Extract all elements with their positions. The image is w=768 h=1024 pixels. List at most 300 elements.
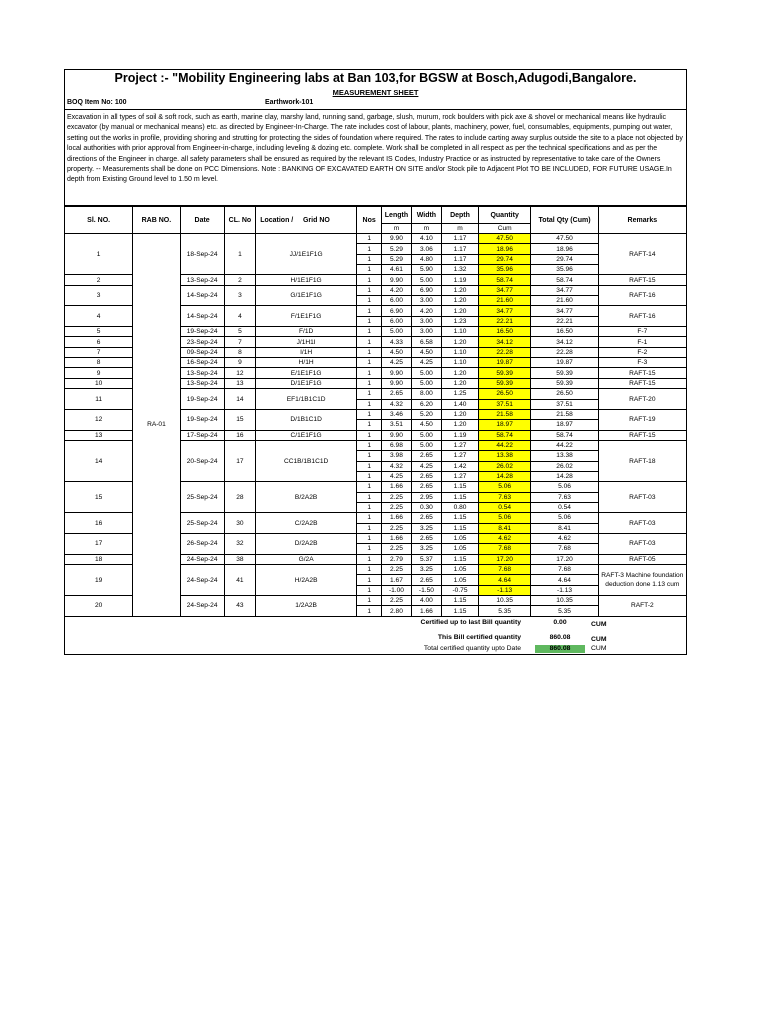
nos-cell: 1 xyxy=(357,513,382,523)
location-cell: C/1E1F1G xyxy=(256,430,357,440)
location-cell: H/2A2B xyxy=(256,565,357,596)
nos-cell: 1 xyxy=(357,306,382,316)
depth-cell: 1.20 xyxy=(442,337,479,347)
cl-no-cell: 38 xyxy=(224,554,256,564)
total-qty-cell: 34.12 xyxy=(531,337,598,347)
date-cell: 09-Sep-24 xyxy=(180,347,224,357)
depth-cell: 1.27 xyxy=(442,451,479,461)
sl-no-cell: 13 xyxy=(65,430,133,440)
boq-row xyxy=(65,98,686,110)
location-cell: D/2A2B xyxy=(256,533,357,554)
date-cell: 13-Sep-24 xyxy=(180,275,224,285)
quantity-cell: 18.96 xyxy=(478,244,531,254)
date-cell: 13-Sep-24 xyxy=(180,368,224,378)
quantity-cell: 44.22 xyxy=(478,440,531,450)
depth-cell: 1.15 xyxy=(442,606,479,616)
remarks-cell: RAFT-03 xyxy=(598,482,686,513)
length-cell: 4.32 xyxy=(382,461,411,471)
date-cell: 23-Sep-24 xyxy=(180,337,224,347)
total-qty-cell: 5.06 xyxy=(531,513,598,523)
date-cell: 16-Sep-24 xyxy=(180,358,224,368)
remarks-cell: F-1 xyxy=(598,337,686,347)
nos-cell: 1 xyxy=(357,471,382,481)
depth-cell: 1.15 xyxy=(442,492,479,502)
length-cell: 9.90 xyxy=(382,430,411,440)
nos-cell: 1 xyxy=(357,461,382,471)
nos-cell: 1 xyxy=(357,265,382,275)
col-cl-header: CL. No xyxy=(224,207,256,234)
width-cell: 5.00 xyxy=(411,378,441,388)
nos-cell: 1 xyxy=(357,420,382,430)
date-cell: 17-Sep-24 xyxy=(180,430,224,440)
depth-cell: 1.17 xyxy=(442,254,479,264)
nos-cell: 1 xyxy=(357,327,382,337)
nos-cell: 1 xyxy=(357,440,382,450)
sl-no-cell: 15 xyxy=(65,482,133,513)
sl-no-cell: 20 xyxy=(65,596,133,617)
length-cell: 1.67 xyxy=(382,575,411,585)
depth-cell: 1.17 xyxy=(442,234,479,244)
total-qty-cell: 29.74 xyxy=(531,254,598,264)
sl-no-cell: 17 xyxy=(65,533,133,554)
nos-cell: 1 xyxy=(357,285,382,295)
cl-no-cell: 4 xyxy=(224,306,256,327)
cl-no-cell: 43 xyxy=(224,596,256,617)
length-cell: 5.29 xyxy=(382,244,411,254)
depth-cell: 1.20 xyxy=(442,285,479,295)
certified-last-label: Certified up to last Bill quantity xyxy=(420,618,521,626)
remarks-cell: F-3 xyxy=(598,358,686,368)
sl-no-cell: 4 xyxy=(65,306,133,327)
nos-cell: 1 xyxy=(357,409,382,419)
length-cell: 3.51 xyxy=(382,420,411,430)
depth-cell: 1.27 xyxy=(442,471,479,481)
total-qty-cell: 59.39 xyxy=(531,378,598,388)
length-cell: 1.66 xyxy=(382,513,411,523)
col-total-header: Total Qty (Cum) xyxy=(531,207,598,234)
remarks-cell: RAFT-15 xyxy=(598,275,686,285)
total-certified-label: Total certified quantity upto Date xyxy=(423,644,521,652)
width-cell: 5.00 xyxy=(411,430,441,440)
length-cell: 1.66 xyxy=(382,533,411,543)
depth-cell: 1.15 xyxy=(442,482,479,492)
nos-cell: 1 xyxy=(357,430,382,440)
this-bill-value: 860.08 xyxy=(549,633,571,641)
total-qty-cell: 58.74 xyxy=(531,275,598,285)
nos-cell: 1 xyxy=(357,399,382,409)
col-rab-header: RAB NO. xyxy=(133,207,180,234)
depth-cell: 1.23 xyxy=(442,316,479,326)
depth-cell: 1.20 xyxy=(442,378,479,388)
certified-last-value: 0.00 xyxy=(553,618,567,626)
sl-no-cell: 6 xyxy=(65,337,133,347)
boq-item-label: BOQ Item No: 100 xyxy=(67,99,127,106)
width-cell: 8.00 xyxy=(411,389,441,399)
quantity-cell: 21.60 xyxy=(478,296,531,306)
length-cell: 2.25 xyxy=(382,492,411,502)
total-qty-cell: 26.02 xyxy=(531,461,598,471)
nos-cell: 1 xyxy=(357,451,382,461)
cl-no-cell: 5 xyxy=(224,327,256,337)
length-cell: -1.00 xyxy=(382,585,411,595)
location-cell: JJ/1E1F1G xyxy=(256,234,357,275)
cl-no-cell: 8 xyxy=(224,347,256,357)
sl-no-cell: 7 xyxy=(65,347,133,357)
date-cell: 14-Sep-24 xyxy=(180,306,224,327)
length-cell: 4.50 xyxy=(382,347,411,357)
width-cell: 0.30 xyxy=(411,502,441,512)
sl-no-cell: 2 xyxy=(65,275,133,285)
col-length-header: Length xyxy=(382,207,411,224)
depth-cell: 1.10 xyxy=(442,358,479,368)
width-cell: 2.65 xyxy=(411,575,441,585)
nos-cell: 1 xyxy=(357,544,382,554)
remarks-cell: RAFT-14 xyxy=(598,234,686,275)
width-cell: 6.58 xyxy=(411,337,441,347)
nos-cell: 1 xyxy=(357,234,382,244)
nos-cell: 1 xyxy=(357,596,382,606)
width-cell: 5.00 xyxy=(411,368,441,378)
sl-no-cell: 10 xyxy=(65,378,133,388)
nos-cell: 1 xyxy=(357,523,382,533)
remarks-cell: F-2 xyxy=(598,347,686,357)
cl-no-cell: 28 xyxy=(224,482,256,513)
length-cell: 2.79 xyxy=(382,554,411,564)
date-cell: 19-Sep-24 xyxy=(180,409,224,430)
width-cell: 3.06 xyxy=(411,244,441,254)
length-cell: 9.90 xyxy=(382,275,411,285)
total-qty-cell: 14.28 xyxy=(531,471,598,481)
date-cell: 19-Sep-24 xyxy=(180,327,224,337)
nos-cell: 1 xyxy=(357,378,382,388)
width-cell: 3.25 xyxy=(411,565,441,575)
total-qty-cell: 7.68 xyxy=(531,565,598,575)
length-cell: 2.25 xyxy=(382,565,411,575)
width-cell: 4.25 xyxy=(411,461,441,471)
width-cell: 5.37 xyxy=(411,554,441,564)
date-cell: 24-Sep-24 xyxy=(180,565,224,596)
table-row xyxy=(65,234,687,244)
cl-no-cell: 7 xyxy=(224,337,256,347)
work-label: Earthwork-101 xyxy=(265,99,314,106)
remarks-cell: RAFT-3 Machine foundation deduction done 1.13 cum xyxy=(598,565,686,596)
length-cell: 4.25 xyxy=(382,471,411,481)
unit-width: m xyxy=(411,224,441,234)
cl-no-cell: 16 xyxy=(224,430,256,440)
width-cell: 1.66 xyxy=(411,606,441,616)
remarks-cell: RAFT-20 xyxy=(598,389,686,410)
location-cell: I/1H xyxy=(256,347,357,357)
quantity-cell: 58.74 xyxy=(478,430,531,440)
total-qty-cell: 4.64 xyxy=(531,575,598,585)
total-qty-cell: 0.54 xyxy=(531,502,598,512)
depth-cell: 1.20 xyxy=(442,420,479,430)
sl-no-cell: 19 xyxy=(65,565,133,596)
width-cell: 4.50 xyxy=(411,420,441,430)
width-cell: 3.00 xyxy=(411,296,441,306)
location-cell: D/1E1F1G xyxy=(256,378,357,388)
measurement-table xyxy=(64,206,687,617)
footer-last-bill xyxy=(64,617,687,630)
sl-no-cell: 14 xyxy=(65,440,133,481)
quantity-cell: 26.02 xyxy=(478,461,531,471)
length-cell: 2.25 xyxy=(382,502,411,512)
depth-cell: 1.05 xyxy=(442,575,479,585)
total-qty-cell: 7.68 xyxy=(531,544,598,554)
location-cell: C/2A2B xyxy=(256,513,357,534)
total-qty-cell: 21.60 xyxy=(531,296,598,306)
quantity-cell: 59.39 xyxy=(478,378,531,388)
depth-cell: 1.15 xyxy=(442,554,479,564)
length-cell: 6.98 xyxy=(382,440,411,450)
remarks-cell: RAFT-15 xyxy=(598,430,686,440)
quantity-cell: 47.50 xyxy=(478,234,531,244)
nos-cell: 1 xyxy=(357,482,382,492)
width-cell: 5.90 xyxy=(411,265,441,275)
length-cell: 1.66 xyxy=(382,482,411,492)
quantity-cell: 35.96 xyxy=(478,265,531,275)
cl-no-cell: 32 xyxy=(224,533,256,554)
quantity-cell: -1.13 xyxy=(478,585,531,595)
total-qty-cell: 16.50 xyxy=(531,327,598,337)
quantity-cell: 5.06 xyxy=(478,482,531,492)
date-cell: 18-Sep-24 xyxy=(180,234,224,275)
length-cell: 2.25 xyxy=(382,523,411,533)
quantity-cell: 13.38 xyxy=(478,451,531,461)
footer-this-bill xyxy=(64,630,687,644)
cl-no-cell: 2 xyxy=(224,275,256,285)
quantity-cell: 26.50 xyxy=(478,389,531,399)
this-bill-unit: CUM xyxy=(591,635,607,643)
date-cell: 13-Sep-24 xyxy=(180,378,224,388)
total-qty-cell: 26.50 xyxy=(531,389,598,399)
total-qty-cell: 35.96 xyxy=(531,265,598,275)
nos-cell: 1 xyxy=(357,358,382,368)
work-description: Excavation in all types of soil & soft rock, such as earth, marine clay, marshy land, running sand, garbage, slush, murum, rock boulders with pick axe & shovel or mechanical means like hydraulic excavator (by manual or mechanical means) etc. as directed by Engineer-In-Charge. The rate includes cost of labour, plants, machinery, power, fuel, consumables, equipments, pumping out water, setting out the works in profile, providing shoring and strutting for protecting the sides of foundation where required. The rates to include carting away surplus outside the site to a place not objected by local authorities with prior approval from Engineer-in-charge, including leveling & dozing etc. complete. Work shall be completed in all respect as per the technical specifications and as per the directions of the Engineer in charge. all safety parameters shall be ensured as required by the relevant IS Codes, Industry Practice or as instructed by representative to take care of the Owners property. -- Measurements shall be done on PCC Dimensions. Note : BANKING OF EXCAVATED EARTH ON SITE and/or Stock pile to Adjacent Plot TO BE INCLUDED, FOR FUTURE USAGE.In depth from Existing Ground level to 1.50 m level. xyxy=(65,110,686,206)
quantity-cell: 5.06 xyxy=(478,513,531,523)
quantity-cell: 37.51 xyxy=(478,399,531,409)
location-cell: CC1B/1B1C1D xyxy=(256,440,357,481)
length-cell: 4.20 xyxy=(382,285,411,295)
quantity-cell: 16.50 xyxy=(478,327,531,337)
date-cell: 25-Sep-24 xyxy=(180,482,224,513)
col-location-header xyxy=(256,207,357,234)
width-cell: 5.00 xyxy=(411,440,441,450)
depth-cell: 0.80 xyxy=(442,502,479,512)
depth-cell: 1.27 xyxy=(442,440,479,450)
col-nos-header: Nos xyxy=(357,207,382,234)
length-cell: 3.46 xyxy=(382,409,411,419)
total-qty-cell: -1.13 xyxy=(531,585,598,595)
total-qty-cell: 7.63 xyxy=(531,492,598,502)
total-qty-cell: 59.39 xyxy=(531,368,598,378)
quantity-cell: 4.64 xyxy=(478,575,531,585)
length-cell: 4.33 xyxy=(382,337,411,347)
sl-no-cell: 3 xyxy=(65,285,133,306)
quantity-cell: 22.21 xyxy=(478,316,531,326)
quantity-cell: 34.77 xyxy=(478,285,531,295)
quantity-cell: 7.68 xyxy=(478,544,531,554)
quantity-cell: 0.54 xyxy=(478,502,531,512)
certified-last-unit: CUM xyxy=(591,620,607,628)
depth-cell: 1.32 xyxy=(442,265,479,275)
col-quantity-header: Quantity xyxy=(478,207,531,224)
width-cell: 6.20 xyxy=(411,399,441,409)
width-cell: 3.00 xyxy=(411,316,441,326)
nos-cell: 1 xyxy=(357,606,382,616)
length-cell: 9.90 xyxy=(382,234,411,244)
sheet-title: MEASUREMENT SHEET xyxy=(332,88,419,97)
nos-cell: 1 xyxy=(357,389,382,399)
unit-depth: m xyxy=(442,224,479,234)
quantity-cell: 18.97 xyxy=(478,420,531,430)
width-cell: 5.20 xyxy=(411,409,441,419)
remarks-cell: RAFT-15 xyxy=(598,368,686,378)
grid-header-label: Grid NO xyxy=(302,216,330,224)
total-certified-unit: CUM xyxy=(591,644,607,652)
sl-no-cell: 18 xyxy=(65,554,133,564)
col-date-header: Date xyxy=(180,207,224,234)
length-cell: 4.32 xyxy=(382,399,411,409)
location-header-label: Location / xyxy=(260,216,294,224)
quantity-cell: 58.74 xyxy=(478,275,531,285)
location-cell: EF1/1B1C1D xyxy=(256,389,357,410)
quantity-cell: 14.28 xyxy=(478,471,531,481)
sl-no-cell: 5 xyxy=(65,327,133,337)
nos-cell: 1 xyxy=(357,554,382,564)
quantity-cell: 8.41 xyxy=(478,523,531,533)
remarks-cell: RAFT-05 xyxy=(598,554,686,564)
table-body xyxy=(65,234,687,617)
width-cell: 2.65 xyxy=(411,482,441,492)
width-cell: 3.25 xyxy=(411,523,441,533)
nos-cell: 1 xyxy=(357,244,382,254)
location-cell: H/1E1F1G xyxy=(256,275,357,285)
depth-cell: 1.42 xyxy=(442,461,479,471)
width-cell: 2.65 xyxy=(411,513,441,523)
total-qty-cell: 21.58 xyxy=(531,409,598,419)
depth-cell: 1.05 xyxy=(442,533,479,543)
nos-cell: 1 xyxy=(357,275,382,285)
sl-no-cell: 16 xyxy=(65,513,133,534)
quantity-cell: 34.77 xyxy=(478,306,531,316)
depth-cell: 1.20 xyxy=(442,368,479,378)
length-cell: 4.61 xyxy=(382,265,411,275)
nos-cell: 1 xyxy=(357,585,382,595)
unit-length: m xyxy=(382,224,411,234)
remarks-cell: RAFT-19 xyxy=(598,409,686,430)
cl-no-cell: 13 xyxy=(224,378,256,388)
total-qty-cell: 47.50 xyxy=(531,234,598,244)
total-qty-cell: 22.21 xyxy=(531,316,598,326)
width-cell: 6.90 xyxy=(411,285,441,295)
depth-cell: 1.25 xyxy=(442,389,479,399)
depth-cell: 1.15 xyxy=(442,596,479,606)
cl-no-cell: 12 xyxy=(224,368,256,378)
sl-no-cell: 8 xyxy=(65,358,133,368)
location-cell: J/1H1I xyxy=(256,337,357,347)
nos-cell: 1 xyxy=(357,368,382,378)
length-cell: 5.00 xyxy=(382,327,411,337)
sl-no-cell: 12 xyxy=(65,409,133,430)
length-cell: 3.98 xyxy=(382,451,411,461)
cl-no-cell: 15 xyxy=(224,409,256,430)
quantity-cell: 5.35 xyxy=(478,606,531,616)
quantity-cell: 19.87 xyxy=(478,358,531,368)
quantity-cell: 10.35 xyxy=(478,596,531,606)
remarks-cell: RAFT-2 xyxy=(598,596,686,617)
width-cell: 4.50 xyxy=(411,347,441,357)
depth-cell: 1.20 xyxy=(442,306,479,316)
total-qty-cell: 19.87 xyxy=(531,358,598,368)
depth-cell: 1.40 xyxy=(442,399,479,409)
table-header-row xyxy=(65,207,687,224)
width-cell: 2.65 xyxy=(411,471,441,481)
width-cell: 2.65 xyxy=(411,451,441,461)
project-title: Project :- "Mobility Engineering labs at Ban 103,for BGSW at Bosch,Adugodi,Bangalore. xyxy=(114,71,637,85)
remarks-cell: RAFT-18 xyxy=(598,440,686,481)
location-cell: F/1D xyxy=(256,327,357,337)
location-cell: F/1E1F1G xyxy=(256,306,357,327)
unit-quantity: Cum xyxy=(478,224,531,234)
width-cell: 4.80 xyxy=(411,254,441,264)
measurement-sheet xyxy=(64,69,687,655)
location-cell: B/2A2B xyxy=(256,482,357,513)
depth-cell: 1.15 xyxy=(442,523,479,533)
remarks-cell: RAFT-03 xyxy=(598,533,686,554)
quantity-cell: 4.62 xyxy=(478,533,531,543)
nos-cell: 1 xyxy=(357,492,382,502)
quantity-cell: 22.28 xyxy=(478,347,531,357)
nos-cell: 1 xyxy=(357,254,382,264)
cl-no-cell: 17 xyxy=(224,440,256,481)
total-qty-cell: 17.20 xyxy=(531,554,598,564)
depth-cell: -0.75 xyxy=(442,585,479,595)
nos-cell: 1 xyxy=(357,575,382,585)
location-cell: D/1B1C1D xyxy=(256,409,357,430)
cl-no-cell: 30 xyxy=(224,513,256,534)
total-qty-cell: 8.41 xyxy=(531,523,598,533)
total-qty-cell: 22.28 xyxy=(531,347,598,357)
remarks-cell: RAFT-03 xyxy=(598,513,686,534)
total-certified-value: 860.08 xyxy=(535,645,585,653)
total-qty-cell: 34.77 xyxy=(531,306,598,316)
length-cell: 5.29 xyxy=(382,254,411,264)
length-cell: 2.25 xyxy=(382,544,411,554)
depth-cell: 1.20 xyxy=(442,409,479,419)
total-qty-cell: 10.35 xyxy=(531,596,598,606)
remarks-cell: F-7 xyxy=(598,327,686,337)
total-qty-cell: 5.06 xyxy=(531,482,598,492)
remarks-cell: RAFT-15 xyxy=(598,378,686,388)
width-cell: 4.00 xyxy=(411,596,441,606)
depth-cell: 1.17 xyxy=(442,244,479,254)
depth-cell: 1.05 xyxy=(442,565,479,575)
width-cell: -1.50 xyxy=(411,585,441,595)
width-cell: 3.25 xyxy=(411,544,441,554)
length-cell: 2.25 xyxy=(382,596,411,606)
nos-cell: 1 xyxy=(357,502,382,512)
cl-no-cell: 41 xyxy=(224,565,256,596)
total-qty-cell: 44.22 xyxy=(531,440,598,450)
date-cell: 14-Sep-24 xyxy=(180,285,224,306)
total-qty-cell: 18.96 xyxy=(531,244,598,254)
location-cell: G/1E1F1G xyxy=(256,285,357,306)
date-cell: 25-Sep-24 xyxy=(180,513,224,534)
sheet-header xyxy=(64,69,687,206)
width-cell: 4.10 xyxy=(411,234,441,244)
length-cell: 6.00 xyxy=(382,296,411,306)
